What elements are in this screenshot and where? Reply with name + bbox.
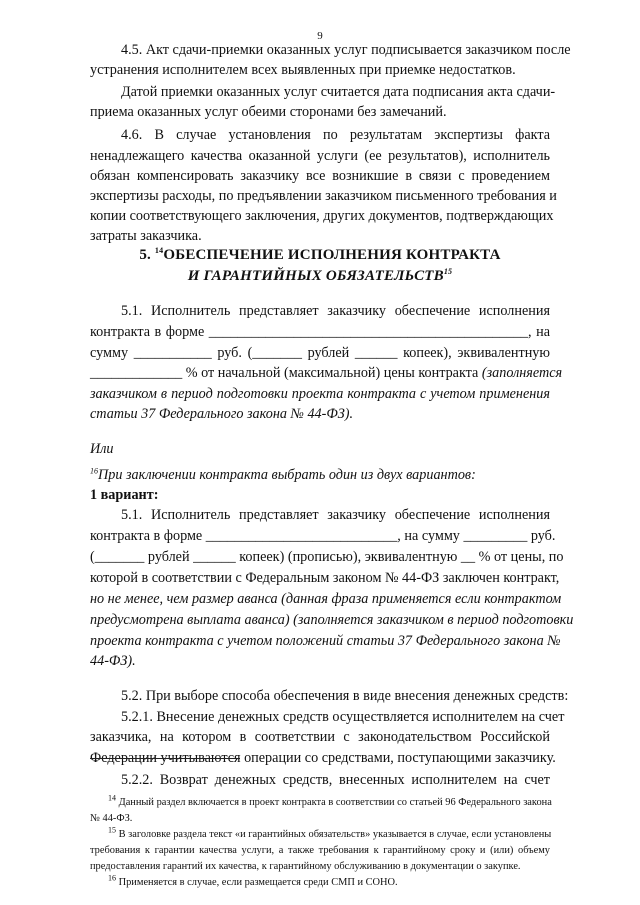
clause-5-1-line-2: контракта в форме _____________________________________________, на [90, 324, 550, 340]
clause-5-2-1-line-3: Федерации учитываются операции со средствами, поступающими заказчику. [90, 750, 556, 766]
clause-5-2-2-line-1: 5.2.2. Возврат денежных средств, внесенных исполнителем на счет [121, 772, 550, 788]
variant-1-clause-line-5: но не менее, чем размер аванса (данная фраза применяется если контрактом [90, 591, 562, 607]
variant-choice-note: $^{16}$При заключении контракта выбрать один из двух вариантов: [90, 466, 476, 483]
acceptance-date-line-2: приема оказанных услуг обеими сторонами без замечаний. [90, 104, 447, 120]
clause-4-6-line-6: затраты заказчика. [90, 228, 202, 244]
clause-4-6-line-2: ненадлежащего качества оказанной услуги (ее результатов), исполнитель [90, 148, 550, 164]
footnote-separator [90, 758, 240, 759]
clause-4-6-line-1: 4.6. В случае установления по результатам экспертизы факта [121, 127, 550, 143]
clause-4-6-line-4: экспертизы расходы, по предъявлении заказчиком письменного требования и [90, 188, 557, 204]
section-5-heading-line-1: 5. $^{14}$ОБЕСПЕЧЕНИЕ ИСПОЛНЕНИЯ КОНТРАКТА [139, 246, 501, 263]
acceptance-date-line-1: Датой приемки оказанных услуг считается дата подписания акта сдачи- [121, 84, 556, 100]
footnote-15-line-2: требования к гарантии качества услуги, а также требования к гарантийному сроку и (или) объему [90, 845, 550, 856]
footnote-15-line-1: $^{15}$ В заголовке раздела текст «и гарантийных обязательств» указывается в случае, если установлены [108, 825, 552, 840]
clause-5-1-line-4: _____________ % от начальной (максимальной) цены контракта (заполняется [90, 365, 563, 381]
variant-1-clause-line-1: 5.1. Исполнитель представляет заказчику обеспечение исполнения [121, 507, 550, 523]
clause-4-6-line-3: обязан компенсировать заказчику все возникшие в связи с проведением [90, 168, 550, 184]
variant-1-clause-line-4: которой в соответствии с Федеральным законом № 44-ФЗ заключен контракт, [90, 570, 560, 586]
footnote-16: $^{16}$ Применяется в случае, если размещается среди СМП и СОНО. [108, 873, 398, 888]
footnote-ref-16: 16 [90, 466, 98, 476]
section-5-heading-line-2: И ГАРАНТИЙНЫХ ОБЯЗАТЕЛЬСТВ$^{15}$ [187, 267, 453, 284]
footnote-14-line-1: $^{14}$ Данный раздел включается в проект контракта в соответствии со статьей 96 Федерального закона [108, 793, 552, 808]
variant-1-clause-line-7: проекта контракта с учетом положений статьи 37 Федерального закона № [90, 633, 561, 649]
clause-4-5-line-2: устранения исполнителем всех выявленных при приемке недостатков. [90, 62, 516, 78]
variant-1-label: 1 вариант: [90, 487, 159, 503]
variant-1-clause-line-3: (_______ рублей ______ копеек) (прописью), эквивалентную __ % от цены, по [90, 549, 564, 565]
footnote-ref-14: 14 [154, 246, 164, 255]
clause-5-1-line-3: сумму ___________ руб. (_______ рублей ______ копеек), эквивалентную [90, 345, 550, 361]
page-number: 9 [317, 30, 323, 42]
clause-5-2: 5.2. При выборе способа обеспечения в виде внесения денежных средств: [121, 688, 569, 704]
footnote-ref-15: 15 [443, 267, 453, 276]
clause-4-6-line-5: копии соответствующего заключения, других документов, подтверждающих [90, 208, 554, 224]
footnote-14-line-2: № 44-ФЗ. [90, 813, 133, 824]
clause-5-1-line-5: заказчиком в период подготовки проекта контракта с учетом применения [90, 386, 550, 402]
footnote-15-line-3: предоставления гарантий их качества, к гарантийному обслуживанию в документации о закупке. [90, 861, 521, 872]
variant-1-clause-line-6: предусмотрена выплата аванса) (заполняется заказчиком в период подготовки [90, 612, 574, 628]
clause-4-5-line-1: 4.5. Акт сдачи-приемки оказанных услуг подписывается заказчиком после [121, 42, 571, 58]
variant-1-clause-line-8: 44-ФЗ). [90, 653, 136, 669]
clause-5-2-1-line-2: заказчика, на котором в соответствии с законодательством Российской [90, 729, 550, 745]
variant-1-clause-line-2: контракта в форме ___________________________, на сумму _________ руб. [90, 528, 556, 544]
clause-5-1-line-6: статьи 37 Федерального закона № 44-ФЗ). [90, 406, 354, 422]
clause-5-1-line-1: 5.1. Исполнитель представляет заказчику обеспечение исполнения [121, 303, 550, 319]
or-separator: Или [90, 441, 114, 457]
clause-5-2-1-line-1: 5.2.1. Внесение денежных средств осуществляется исполнителем на счет [121, 709, 565, 725]
